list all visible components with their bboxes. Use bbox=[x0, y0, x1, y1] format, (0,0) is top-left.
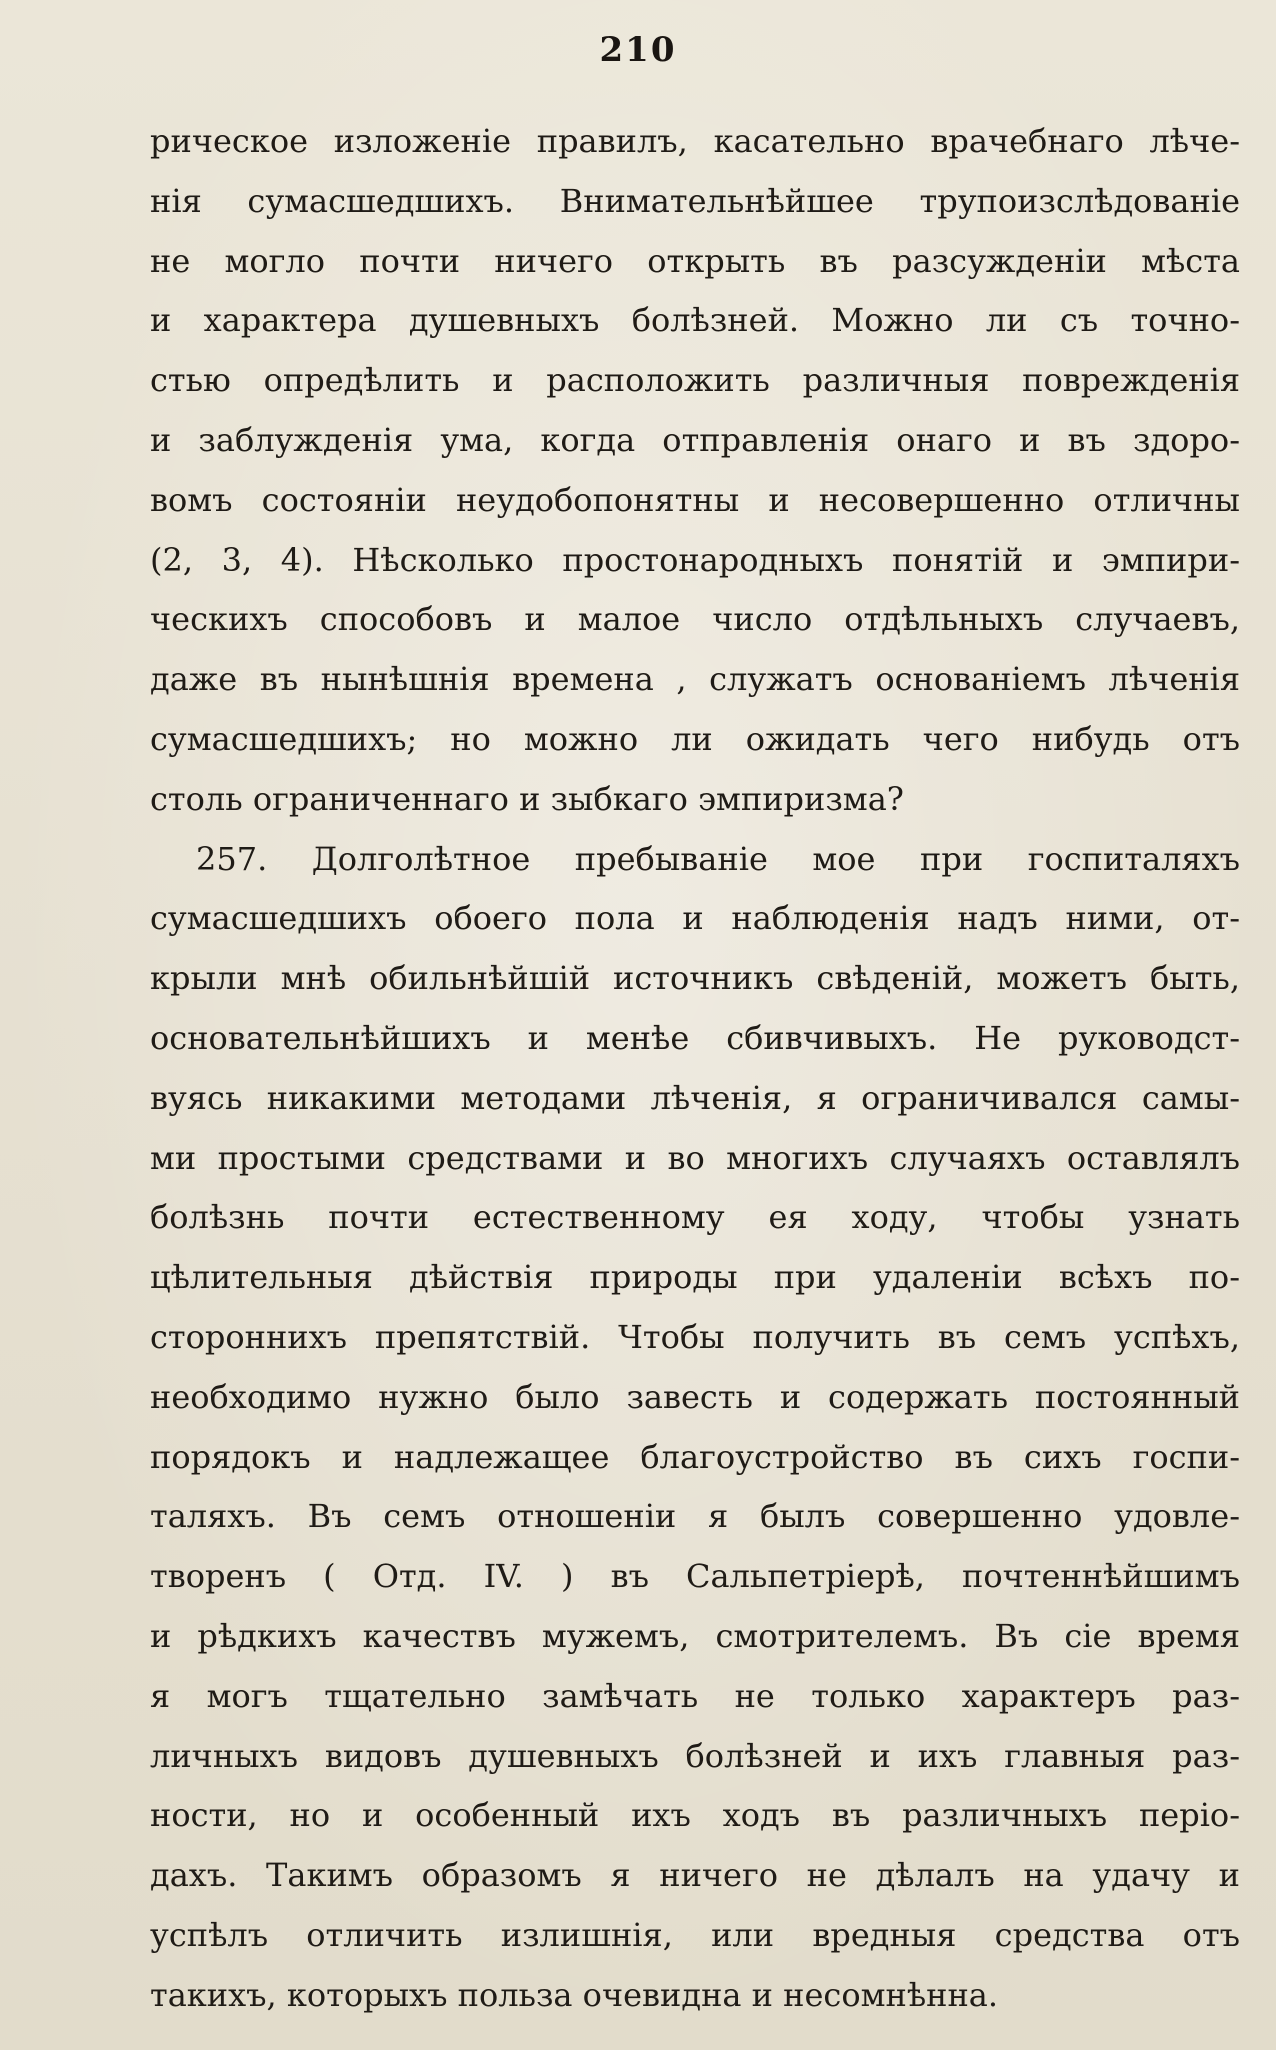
text-line: успѣлъ отличить излишнія, или вредныя средства отъ bbox=[150, 1915, 1240, 1954]
text-line: таляхъ. Въ семъ отношеніи я былъ совершенно удовле- bbox=[150, 1497, 1240, 1536]
text-line: (2, 3, 4). Нѣсколько простонародныхъ понятій и эмпири- bbox=[150, 540, 1240, 579]
text-line: стью опредѣлить и расположить различныя поврежденія bbox=[150, 361, 1240, 400]
paragraph-end-line: такихъ, которыхъ польза очевидна и несомнѣнна. bbox=[150, 1975, 999, 2014]
paragraph-end-line: столь ограниченнаго и зыбкаго эмпиризма? bbox=[150, 779, 904, 818]
paragraph-start-line: 257. Долголѣтное пребываніе мое при госпиталяхъ bbox=[196, 839, 1240, 878]
text-line: ми простыми средствами и во многихъ случаяхъ оставлялъ bbox=[150, 1138, 1240, 1177]
text-line: творенъ ( Отд. IV. ) въ Сальпетріерѣ, почтеннѣйшимъ bbox=[150, 1557, 1240, 1596]
text-line: и заблужденія ума, когда отправленія онаго и въ здоро- bbox=[150, 420, 1240, 459]
text-line: основательнѣйшихъ и менѣе сбивчивыхъ. Не руководст- bbox=[150, 1018, 1240, 1057]
text-line: дахъ. Такимъ образомъ я ничего не дѣлалъ на удачу и bbox=[150, 1856, 1240, 1895]
text-line: и характера душевныхъ болѣзней. Можно ли съ точно- bbox=[150, 301, 1240, 340]
body-text bbox=[150, 112, 1240, 2026]
text-line: ческихъ способовъ и малое число отдѣльныхъ случаевъ, bbox=[150, 600, 1240, 639]
text-line: сумасшедшихъ обоего пола и наблюденія надъ ними, от- bbox=[150, 899, 1240, 938]
page-number: 210 bbox=[599, 30, 677, 70]
text-line: и рѣдкихъ качествъ мужемъ, смотрителемъ. Въ сіе время bbox=[150, 1616, 1240, 1655]
text-line: вуясь никакими методами лѣченія, я ограничивался самы- bbox=[150, 1078, 1240, 1117]
text-line: цѣлительныя дѣйствія природы при удаленіи всѣхъ по- bbox=[150, 1258, 1240, 1297]
text-line: ности, но и особенный ихъ ходъ въ различныхъ періо- bbox=[150, 1796, 1240, 1835]
text-line: сумасшедшихъ; но можно ли ожидать чего нибудь отъ bbox=[150, 719, 1240, 758]
text-line: болѣзнь почти естественному ея ходу, чтобы узнать bbox=[150, 1198, 1240, 1237]
text-line: порядокъ и надлежащее благоустройство въ сихъ госпи- bbox=[150, 1437, 1240, 1476]
text-line: вомъ состояніи неудобопонятны и несовершенно отличны bbox=[150, 480, 1240, 519]
text-line: нія сумасшедшихъ. Внимательнѣйшее трупоизслѣдованіе bbox=[150, 181, 1240, 220]
text-line: рическое изложенie правилъ, касательно врачебнаго лѣче- bbox=[150, 122, 1240, 160]
text-line: не могло почти ничего открыть въ разсужденіи мѣста bbox=[150, 241, 1240, 280]
text-line: необходимо нужно было завесть и содержать постоянный bbox=[150, 1377, 1240, 1416]
text-line: личныхъ видовъ душевныхъ болѣзней и ихъ главныя раз- bbox=[150, 1736, 1240, 1775]
text-line: я могъ тщательно замѣчать не только характеръ раз- bbox=[150, 1676, 1240, 1715]
text-line: крыли мнѣ обильнѣйшій источникъ свѣденій, можетъ быть, bbox=[150, 959, 1240, 998]
text-line: даже въ нынѣшнія времена , служатъ основаніемъ лѣченія bbox=[150, 660, 1240, 699]
text-line: стороннихъ препятствій. Чтобы получить въ семъ успѣхъ, bbox=[150, 1317, 1240, 1356]
